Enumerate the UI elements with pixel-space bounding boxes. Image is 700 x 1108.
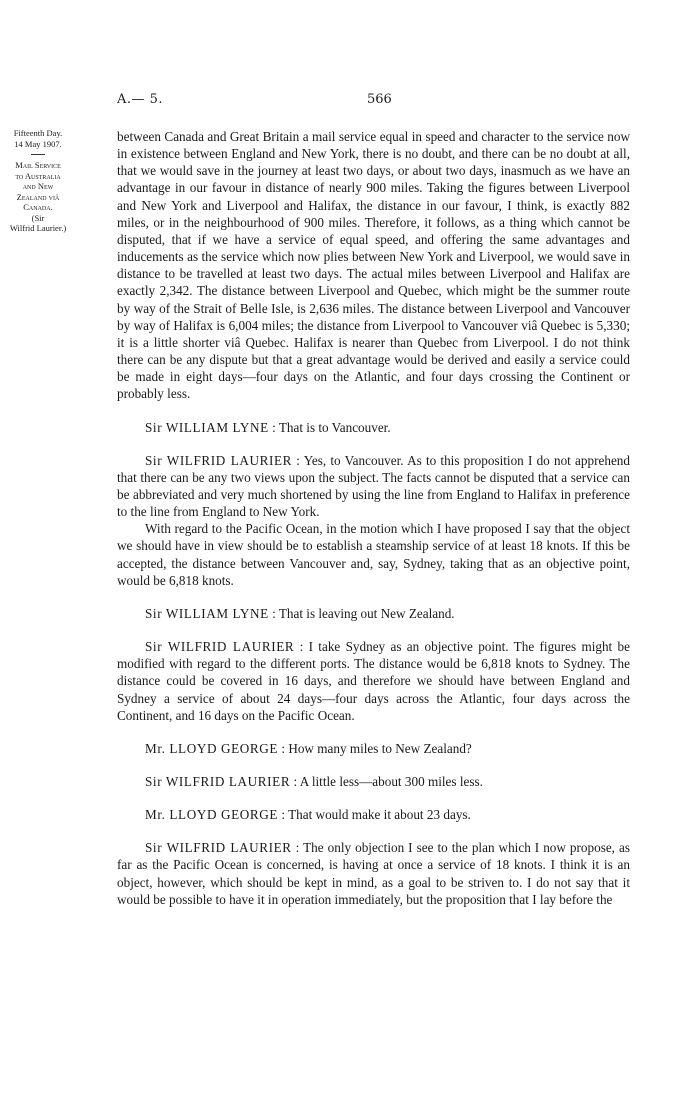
- margin-topic-line: to Australia: [15, 170, 61, 181]
- margin-speaker-line: (Sir: [31, 212, 45, 223]
- sessional-paper-ref: A.— 5.: [117, 92, 164, 107]
- speech-text: That is to Vancouver.: [278, 419, 391, 435]
- speaker-name: Sir WILFRID LAURIER: [145, 840, 292, 856]
- speech: Sir WILFRID LAURIER : I take Sydney as an objective point. The figures might be modified with regard to the different ports. The distance would be 6,818 knots to Sydney. The distance could be covered in 16 days, and therefore we should have between England and Sydney a service of about 24 days—four days across the Atlantic, four days across the Continent, and 16 days on the Pacific Ocean.: [117, 639, 630, 723]
- margin-topic-line: and New: [22, 181, 54, 191]
- speaker-name: Mr. LLOYD GEORGE: [145, 807, 279, 823]
- margin-note: [2, 128, 74, 234]
- speech: Sir WILFRID LAURIER : Yes, to Vancouver. As to this proposition I do not apprehend that there can be any two views upon the subject. The facts cannot be disputed that a service can be abbreviated and very much shortened by using the line from England to Halifax in preference to the line from England to New York.: [117, 452, 630, 520]
- speech-text: A little less—about 300 miles less.: [299, 774, 483, 789]
- margin-topic-line: Mail Service: [15, 160, 61, 170]
- speech-text: The only objection I see to the plan which I now propose, as far as the Pacific Ocean is concerned, is having at once a service of 18 knots. I think it is an object, however, which should be kept in mind, as a goal to be striven to. I do not say that it would be possible to have it in operation immediately, but the proposition that I lay before the: [117, 840, 630, 907]
- speech-text: Yes, to Vancouver. As to this proposition I do not apprehend that there can be any two views upon the subject. The facts cannot be disputed that a service can be abbreviated and very much shortened by using the line from England to Halifax in preference to the line from England to New York.: [117, 452, 630, 520]
- margin-speaker-line: Wilfrid Laurier.): [9, 223, 67, 233]
- paragraph: between Canada and Great Britain a mail service equal in speed and character to the service now in existence between England and New York, there is no doubt, and there can be no doubt at all, that we would save in the journey at least two days, or about two days, inasmuch as we have an advantage in our favour in distance of nearly 900 miles. Taking the figures between Liverpool and New York and Liverpool and Halifax, the distance in our favour, I think, is exactly 882 miles, or in the neighbourhood of 900 miles. Therefore, it follows, as a thing which cannot be disputed, that if we have a service of equal speed, and offering the same advantages and inducements as the service which now plies between New York and Liverpool, we would save in distance to be travelled at least two days. The actual miles between Liverpool and Halifax are exactly 2,342. The distance between Liverpool and Quebec, which might be the summer route by way of the Strait of Belle Isle, is 2,636 miles. The distance between Liverpool and Vancouver by way of Halifax is 6,004 miles; the distance from Liverpool to Vancouver viâ Quebec is 5,330; it is a little shorter viâ Quebec. Halifax is nearer than Quebec from Liverpool. I do not think there can be any dispute but that a great advantage would be derived and easily a service could be made in eight days—four days on the Atlantic, and four days crossing the Continent or probably less.: [117, 129, 630, 402]
- speech: Mr. LLOYD GEORGE : That would make it about 23 days.: [145, 807, 471, 823]
- speech-text: How many miles to New Zealand?: [288, 740, 472, 756]
- page-header: [0, 92, 700, 112]
- speaker-name: Sir WILFRID LAURIER: [145, 774, 291, 789]
- margin-topic-line: Zealand viâ: [16, 191, 60, 202]
- speaker-name: Sir WILFRID LAURIER: [145, 452, 293, 468]
- page-number: 566: [367, 92, 392, 107]
- margin-topic-line: Canada.: [23, 202, 53, 212]
- speaker-name: Sir WILLIAM LYNE: [145, 605, 269, 621]
- page-body: [117, 128, 630, 908]
- speaker-name: Sir WILLIAM LYNE: [145, 419, 269, 435]
- margin-rule: [31, 154, 45, 155]
- speech: Sir WILLIAM LYNE : That is leaving out New Zealand.: [145, 605, 455, 621]
- speech: Mr. LLOYD GEORGE : How many miles to New Zealand?: [145, 740, 472, 756]
- speaker-name: Mr. LLOYD GEORGE: [145, 740, 279, 756]
- speech-text: That would make it about 23 days.: [288, 807, 471, 823]
- speech-text: I take Sydney as an objective point. The figures might be modified with regard to the different ports. The distance would be 6,818 knots to Sydney. The distance could be covered in 16 days, and therefore we should have between England and Sydney a service of about 24 days—four days across the Atlantic, four days across the Continent, and 16 days on the Pacific Ocean.: [117, 639, 630, 723]
- speech-text: That is leaving out New Zealand.: [278, 605, 455, 621]
- speech: Sir WILLIAM LYNE : That is to Vancouver.: [145, 419, 391, 435]
- speech: Sir WILFRID LAURIER : The only objection I see to the plan which I now propose, as far as the Pacific Ocean is concerned, is having at once a service of 18 knots. I think it is an object, however, which should be kept in mind, as a goal to be striven to. I do not say that it would be possible to have it in operation immediately, but the proposition that I lay before the: [117, 840, 630, 907]
- paragraph: With regard to the Pacific Ocean, in the motion which I have proposed I say that the object we should have in view should be to establish a steamship service of at least 18 knots. If this be accepted, the distance between Vancouver and, say, Sydney, taking that as an objective point, would be 6,818 knots.: [117, 521, 630, 588]
- margin-day: Fifteenth Day.: [13, 128, 63, 138]
- margin-date: 14 May 1907.: [14, 138, 62, 149]
- speaker-name: Sir WILFRID LAURIER: [145, 639, 295, 655]
- speech: Sir WILFRID LAURIER : A little less—about 300 miles less.: [145, 774, 483, 789]
